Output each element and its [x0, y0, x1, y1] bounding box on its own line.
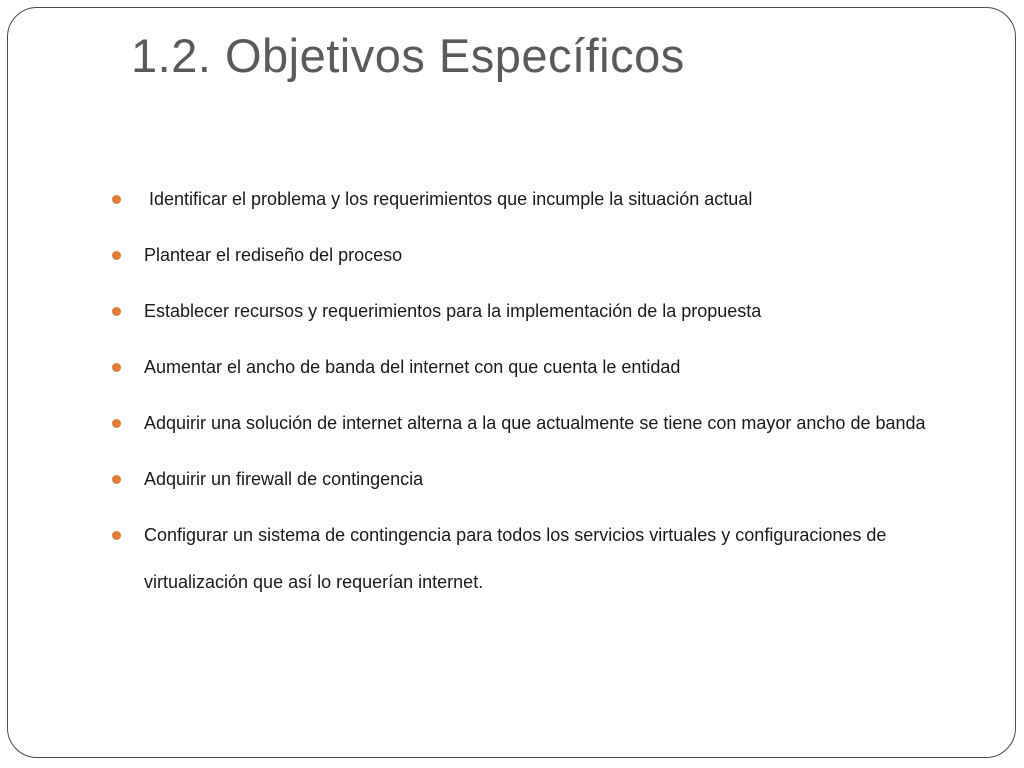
list-item-text: Aumentar el ancho de banda del internet con que cuenta le entidad: [144, 357, 681, 377]
list-item: [108, 512, 968, 606]
list-item: [108, 344, 968, 391]
objectives-list: [108, 176, 968, 615]
bullet-dot-icon: [112, 251, 121, 260]
slide-title: 1.2. Objetivos Específicos: [131, 29, 685, 82]
list-item: [108, 232, 968, 279]
list-item-text: Adquirir un firewall de contingencia: [144, 469, 424, 489]
list-item-text: Adquirir una solución de internet alterna a la que actualmente se tiene con mayor ancho de banda: [144, 413, 926, 433]
list-item: [108, 400, 968, 447]
bullet-dot-icon: [112, 363, 121, 372]
bullet-dot-icon: [112, 531, 121, 540]
bullet-dot-icon: [112, 307, 121, 316]
list-item: [108, 456, 968, 503]
list-item-text: Establecer recursos y requerimientos para la implementación de la propuesta: [144, 301, 762, 321]
bullet-dot-icon: [112, 195, 121, 204]
list-item-text: Identificar el problema y los requerimientos que incumple la situación actual: [149, 189, 753, 209]
list-item: [108, 176, 968, 223]
bullet-dot-icon: [112, 475, 121, 484]
bullet-dot-icon: [112, 419, 121, 428]
list-item-text: Configurar un sistema de contingencia para todos los servicios virtuales y configuraciones de virtualización que así lo requerían internet.: [144, 525, 887, 592]
list-item: [108, 288, 968, 335]
list-item-text: Plantear el rediseño del proceso: [144, 245, 403, 265]
